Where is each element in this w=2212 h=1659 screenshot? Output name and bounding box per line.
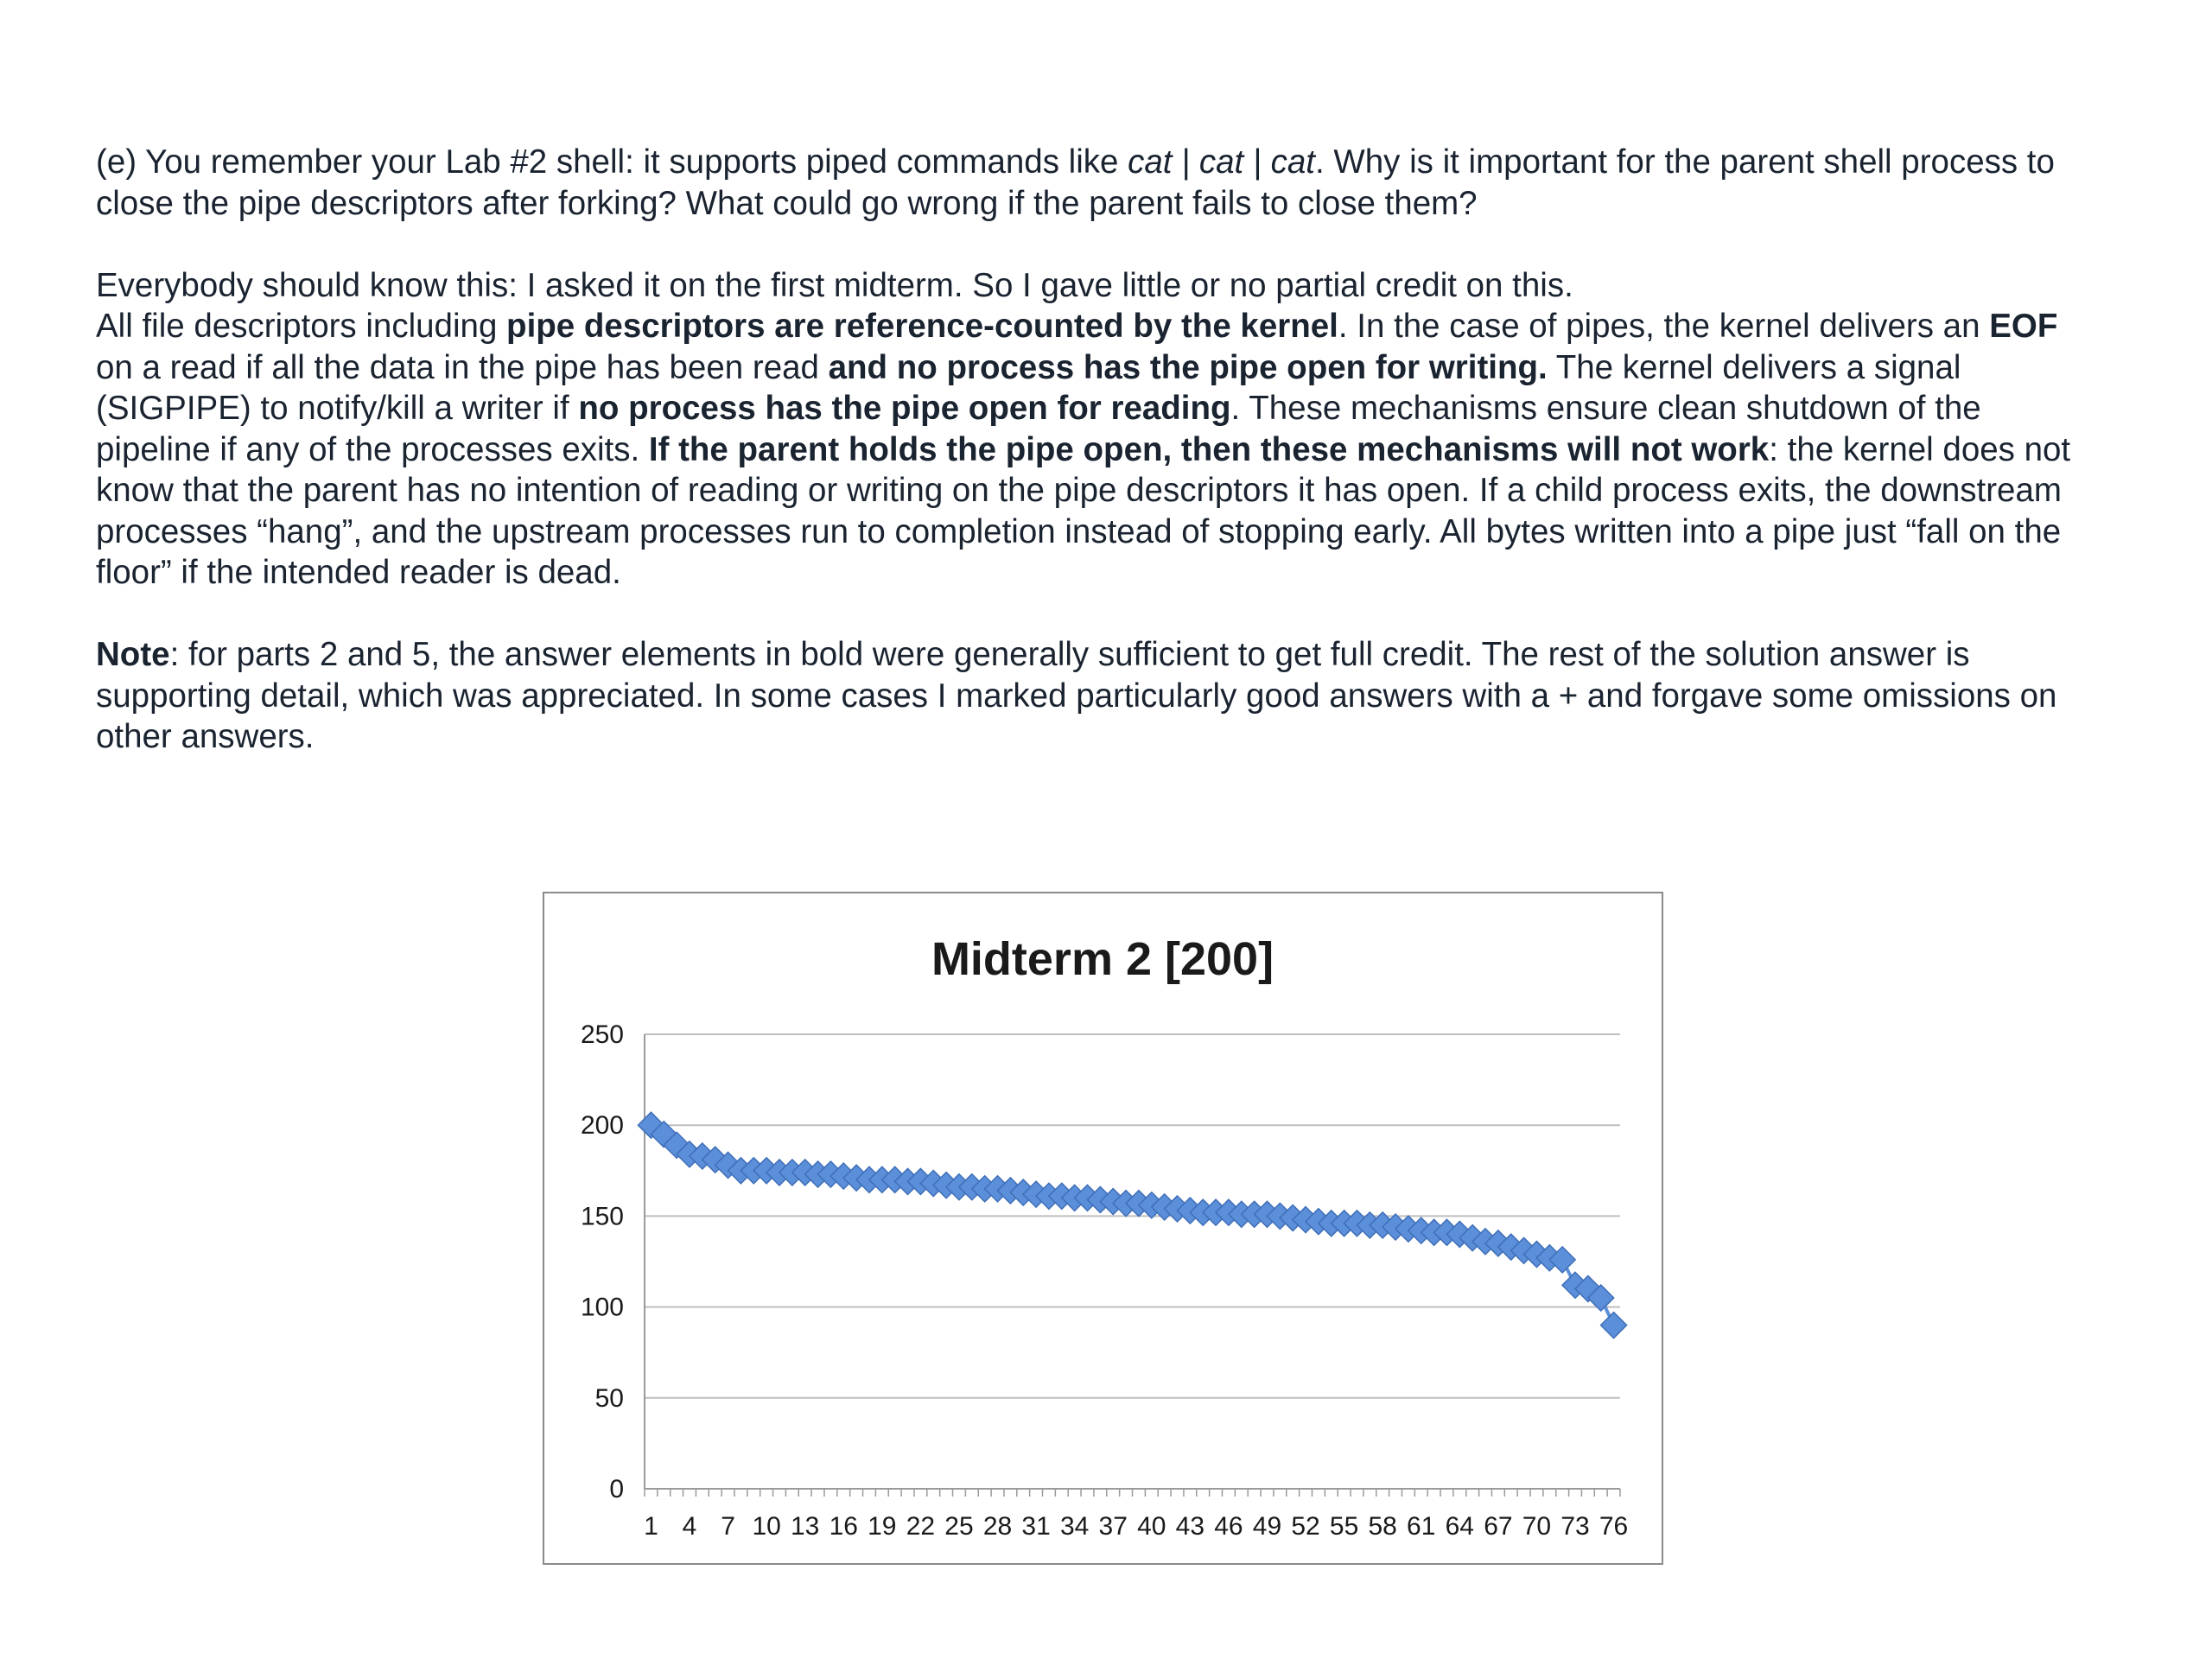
x-tick-label: 31 bbox=[1021, 1512, 1051, 1541]
x-tick-label: 46 bbox=[1214, 1512, 1243, 1541]
data-point bbox=[1601, 1313, 1627, 1338]
x-tick-label: 43 bbox=[1175, 1512, 1205, 1541]
answer-key-point: EOF bbox=[1989, 308, 2058, 345]
x-tick-label: 25 bbox=[944, 1512, 974, 1541]
answer-paragraph bbox=[96, 265, 2083, 594]
data-points bbox=[638, 1112, 1626, 1338]
answer-key-point: and no process has the pipe open for writing. bbox=[828, 348, 1548, 386]
note-label: Note bbox=[96, 636, 170, 673]
x-tick-label: 52 bbox=[1291, 1512, 1320, 1541]
x-tick-label: 34 bbox=[1059, 1512, 1090, 1541]
answer-key-point: no process has the pipe open for reading bbox=[578, 390, 1231, 427]
question-text-end: . Why is it important for the parent shell process to close the pipe descriptors after forking? What could go wrong if the parent fails to close them? bbox=[96, 143, 2055, 222]
y-tick-label: 50 bbox=[594, 1383, 624, 1413]
document-body bbox=[96, 142, 2083, 798]
x-tick-label: 13 bbox=[791, 1512, 820, 1541]
chart-title: Midterm 2 [200] bbox=[931, 933, 1274, 985]
answer-segment: : the kernel does not know that the parent has no intention of reading or writing on the pipe descriptors it has open. If a child process exits, the downstream processes “hang”, and the upstream processes run to completion instead of stopping early. All bytes written into a pipe just “fall on the floor” if the intended reader is dead. bbox=[96, 430, 2071, 591]
x-tick-label: 67 bbox=[1484, 1512, 1513, 1541]
question-text-start: (e) You remember your Lab #2 shell: it supports piped commands like bbox=[96, 143, 1128, 181]
chart bbox=[544, 893, 1662, 1563]
x-tick-label: 37 bbox=[1098, 1512, 1128, 1541]
y-tick-label: 150 bbox=[580, 1202, 624, 1231]
x-tick-label: 73 bbox=[1560, 1512, 1590, 1541]
answer-key-point: pipe descriptors are reference-counted by the kernel bbox=[506, 308, 1338, 345]
x-tick-label: 10 bbox=[752, 1512, 781, 1541]
x-tick-label: 16 bbox=[829, 1512, 858, 1541]
x-tick-label: 7 bbox=[721, 1512, 735, 1541]
chart-frame bbox=[543, 892, 1663, 1565]
y-tick-label: 0 bbox=[609, 1475, 624, 1503]
grid-layer bbox=[645, 1034, 1620, 1398]
series-line bbox=[651, 1125, 1613, 1325]
y-tick-label: 250 bbox=[580, 1020, 624, 1049]
x-tick-label: 58 bbox=[1368, 1512, 1397, 1541]
answer-segment: . In the case of pipes, the kernel delivers an bbox=[1338, 308, 1990, 345]
answer-segment: All file descriptors including bbox=[96, 308, 507, 345]
note-paragraph bbox=[96, 634, 2083, 758]
x-tick-label: 49 bbox=[1252, 1512, 1282, 1541]
answer-segment: The kernel delivers a signal (SIGPIPE) to notify/kill a writer if bbox=[96, 348, 1961, 427]
x-tick-label: 55 bbox=[1329, 1512, 1359, 1541]
answer-segment: on a read if all the data in the pipe has been read bbox=[96, 348, 829, 386]
question-paragraph bbox=[96, 142, 2083, 224]
series-line-layer bbox=[651, 1125, 1613, 1325]
answer-key-point: If the parent holds the pipe open, then these mechanisms will not work bbox=[648, 430, 1770, 468]
x-tick-label: 70 bbox=[1522, 1512, 1552, 1541]
answer-segment: . These mechanisms ensure clean shutdown of the pipeline if any of the processes exits. bbox=[96, 390, 1981, 468]
x-tick-label: 22 bbox=[906, 1512, 936, 1541]
x-tick-label: 28 bbox=[982, 1512, 1013, 1541]
y-tick-label: 200 bbox=[580, 1111, 624, 1141]
x-tick-label: 76 bbox=[1599, 1512, 1629, 1541]
axis-layer bbox=[581, 1020, 1628, 1541]
x-tick-label: 61 bbox=[1407, 1512, 1436, 1541]
x-tick-label: 1 bbox=[644, 1512, 658, 1541]
y-tick-label: 100 bbox=[580, 1293, 624, 1322]
answer-intro: Everybody should know this: I asked it on the first midterm. So I gave little or no partial credit on this. bbox=[96, 266, 1573, 304]
x-tick-label: 4 bbox=[682, 1512, 697, 1541]
command-example: cat | cat | cat bbox=[1128, 143, 1315, 181]
note-text: : for parts 2 and 5, the answer elements in bold were generally sufficient to get full credit. The rest of the solution answer is supporting detail, which was appreciated. In some cases I marked particularly good answers with a + and forgave some omissions on other answers. bbox=[96, 636, 2057, 755]
x-tick-label: 64 bbox=[1445, 1512, 1474, 1541]
x-tick-label: 19 bbox=[868, 1512, 897, 1541]
x-tick-label: 40 bbox=[1137, 1512, 1166, 1541]
